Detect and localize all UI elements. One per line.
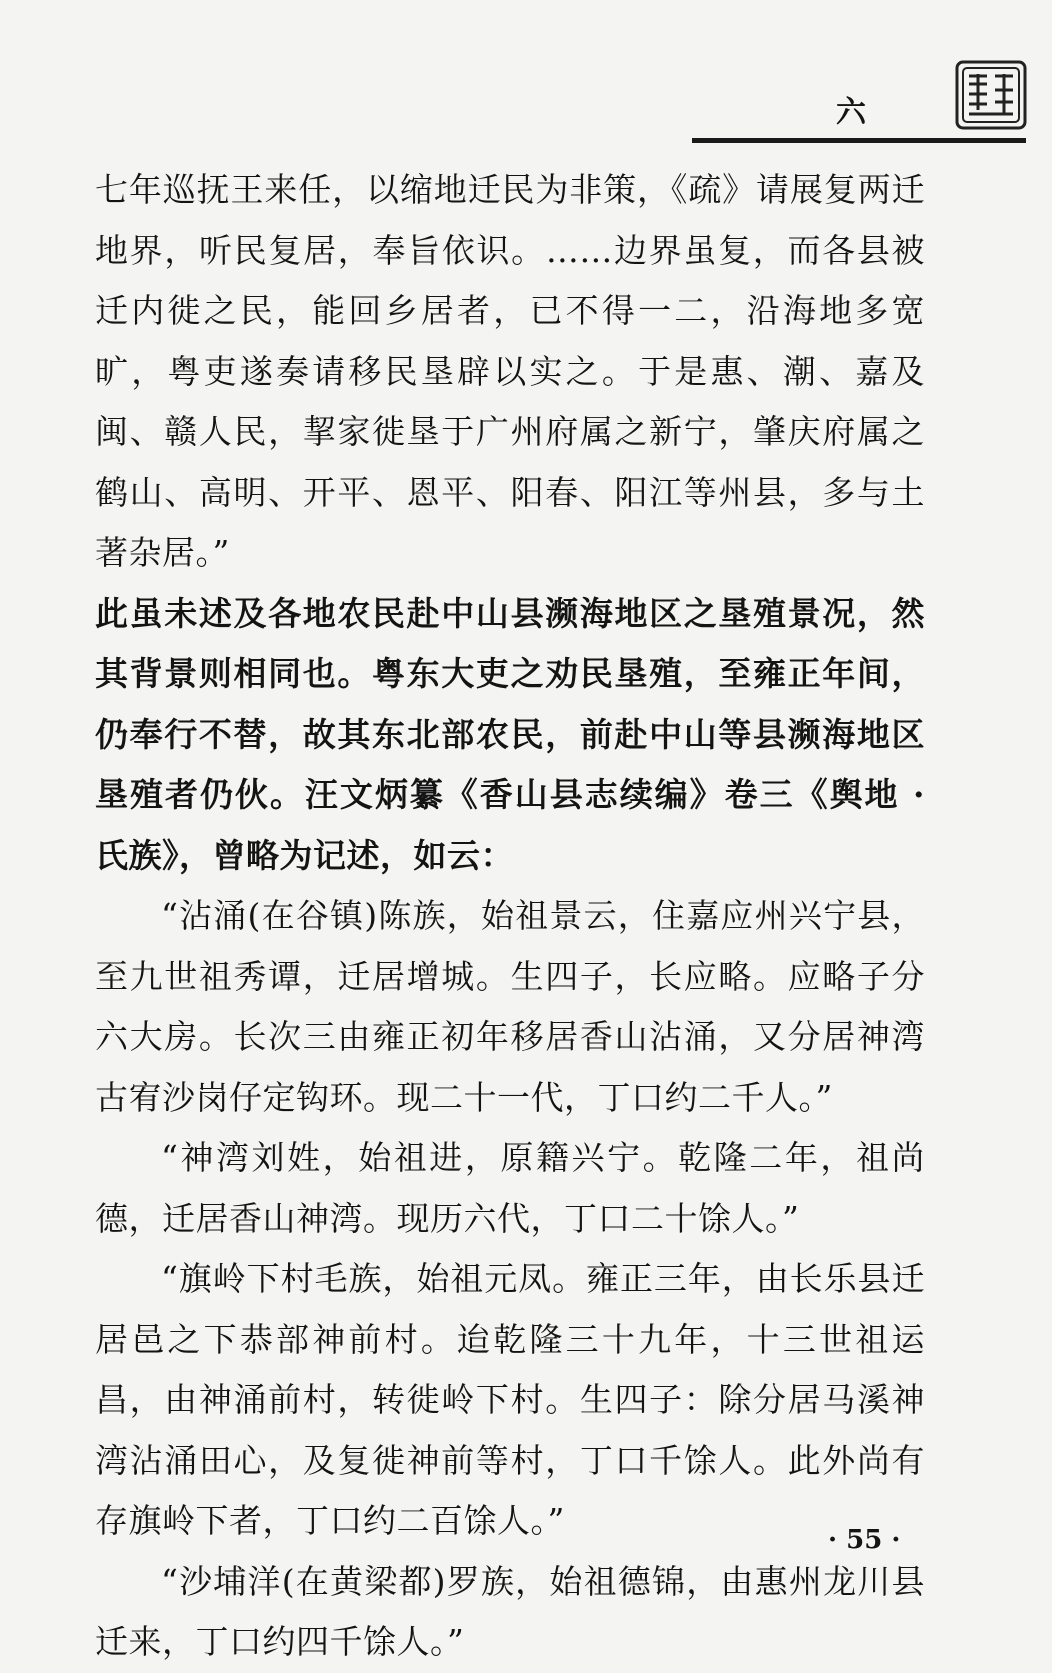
series-seal-logo <box>955 60 1027 130</box>
header-rule <box>692 138 1026 143</box>
quote-paragraph: “沙埔洋(在黄梁都)罗族，始祖德锦，由惠州龙川县迁来，丁口约四千馀人。” <box>95 1561 925 1661</box>
quote-paragraph: “旗岭下村毛族，始祖元凤。雍正三年，由长乐县迁居邑之下恭部神前村。迨乾隆三十九年，十三世祖运昌，由神涌前村，转徙岭下村。生四子：除分居马溪神湾沾涌田心，及复徙神前等村，丁口千馀人。此外尚有存旗岭下者，丁口约二百馀人。” <box>95 1259 925 1540</box>
page-number: · 55 · <box>828 1525 901 1555</box>
quote-continuation: 七年巡抚王来任，以缩地迁民为非策，《疏》请展复两迁地界，听民复居，奉旨依识。……边界虽复，而各县被迁内徙之民，能回乡居者，已不得一二，沿海地多宽旷，粤吏遂奏请移民垦辟以实之。于是惠、潮、嘉及闽、赣人民，挈家徙垦于广州府属之新宁，肇庆府属之鹤山、高明、开平、恩平、阳春、阳江等州县，多与土著杂居。” <box>95 170 925 572</box>
quote-paragraph: “沾涌(在谷镇)陈族，始祖景云，住嘉应州兴宁县，至九世祖秀谭，迁居增城。生四子，长应略。应略子分六大房。长次三由雍正初年移居香山沾涌，又分居神湾古宥沙岗仔定钩环。现二十一代，丁口约二千人。” <box>95 896 925 1117</box>
main-text <box>95 160 925 1673</box>
chapter-number: 六 <box>836 95 866 130</box>
quote-paragraph: “神湾刘姓，始祖进，原籍兴宁。乾隆二年，祖尚德，迁居香山神湾。现历六代，丁口二十馀人。” <box>95 1138 925 1238</box>
body-paragraph: 此虽未述及各地农民赴中山县濒海地区之垦殖景况，然其背景则相同也。粤东大吏之劝民垦殖，至雍正年间，仍奉行不替，故其东北部农民，前赴中山等县濒海地区垦殖者仍伙。汪文炳纂《香山县志续编》卷三《舆地 · 氏族》，曾略为记述，如云： <box>95 593 925 875</box>
